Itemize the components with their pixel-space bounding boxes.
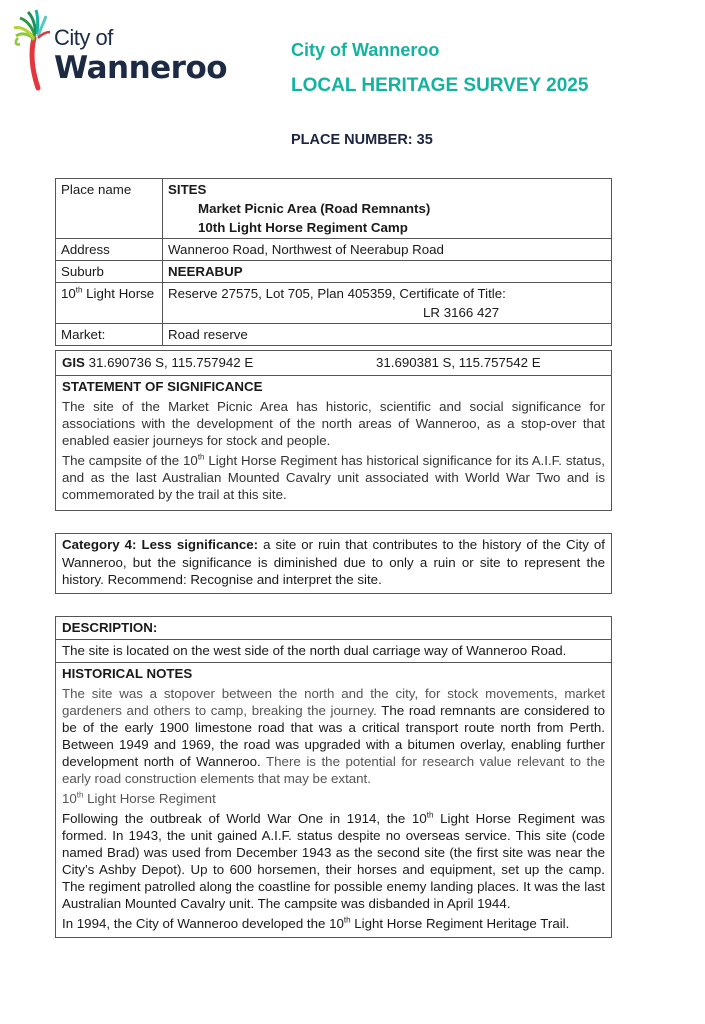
historical-para-2-b: Light Horse Regiment was formed. In 1943, the unit gained A.I.F. status despite no overseas service. This site (code named Brad) was used from December 1943 as the second site (the first site was near the City’s Ashby Depot). Up to 600 horsemen, their horses and equipment, set up the camp. The regiment patrolled along the coastline for possible enemy landing places. It was the last Australian Mounted Cavalry unit. The campsite was disbanded in April 1944. (62, 810, 606, 911)
logo-text-wanneroo: Wanneroo (54, 50, 228, 86)
light-horse-value (163, 283, 612, 324)
market-label: Market: (56, 324, 163, 346)
light-horse-value-line-1: Reserve 27575, Lot 705, Plan 405359, Certificate of Title: (168, 286, 506, 301)
category-label: Category 4: Less significance: (62, 537, 259, 552)
place-name-label: Place name (56, 179, 163, 239)
historical-para-3 (62, 915, 605, 932)
header-titles (291, 38, 588, 98)
historical-para-2-sup: th (426, 810, 434, 820)
historical-para-1-b: The road remnants are considered to be of the early 1900 limestone road that was a critical transport route north from Perth. Between 1949 and 1969, the road was upgraded with a bitumen overlay, enabling further development north of Wanneroo. (62, 702, 605, 769)
address-label: Address (56, 239, 163, 261)
gis-coord-1: 31.690736 S, 115.757942 E (88, 355, 254, 370)
address-value: Wanneroo Road, Northwest of Neerabup Road (163, 239, 612, 261)
light-horse-label-sup: th (75, 285, 83, 295)
kangaroo-paw-icon (8, 8, 58, 92)
category-box (55, 533, 612, 594)
gis-label: GIS (62, 355, 85, 370)
light-horse-label (56, 283, 163, 324)
header-subtitle: LOCAL HERITAGE SURVEY 2025 (291, 75, 589, 96)
historical-sub-b: Light Horse Regiment (83, 790, 216, 806)
city-of-wanneroo-logo (8, 8, 248, 92)
description-heading: DESCRIPTION: (62, 619, 158, 635)
historical-notes-section (56, 663, 611, 937)
row-place-name (56, 179, 612, 239)
page-header (0, 0, 705, 170)
significance-para-2-b: Light Horse Regiment has historical significance for its A.I.F. status, and as the last Australian Mounted Cavalry unit associated with World War Two and is commemorated by the trail at this site. (62, 453, 605, 502)
historical-para-2 (62, 810, 605, 912)
place-info-table (55, 178, 612, 346)
light-horse-value-line-2: LR 3166 427 (423, 305, 500, 320)
description-text: The site is located on the west side of the north dual carriage way of Wanneroo Road. (62, 642, 567, 658)
light-horse-label-num: 10 (61, 286, 76, 301)
historical-subheading (62, 790, 605, 807)
significance-para-2-a: The campsite of the 10 (62, 453, 198, 468)
place-name-value (163, 179, 612, 239)
historical-para-2-a: Following the outbreak of World War One in 1914, the 10 (62, 810, 427, 826)
row-address (56, 239, 612, 261)
survey-content (55, 178, 612, 938)
place-name-site-1: Market Picnic Area (Road Remnants) (198, 201, 431, 216)
statement-of-significance (55, 375, 612, 511)
historical-para-3-b: Light Horse Regiment Heritage Trail. (350, 915, 570, 931)
historical-para-1 (62, 685, 605, 787)
header-title: City of Wanneroo (291, 40, 440, 60)
gis-row (55, 350, 612, 375)
description-heading-row (56, 617, 611, 640)
category-text: a site or ruin that contributes to the history of the City of Wanneroo, but the significance is diminished due to only a ruin or site to represent the history. Recommend: Recognise and interpret the site. (62, 537, 605, 587)
suburb-value: NEERABUP (163, 261, 612, 283)
significance-para-2 (62, 452, 605, 503)
gis-first (62, 354, 376, 372)
historical-para-3-sup: th (343, 915, 351, 925)
historical-sub-sup: th (76, 790, 84, 800)
significance-para-1: The site of the Market Picnic Area has historic, scientific and social significance for associations with the development of the north areas of Wanneroo, as a stop-over that enabled easier journeys for stock and people. (62, 399, 605, 448)
historical-para-3-a: In 1994, the City of Wanneroo developed the 10 (62, 915, 344, 931)
light-horse-label-rest: Light Horse (82, 286, 155, 301)
market-value: Road reserve (163, 324, 612, 346)
place-name-heading: SITES (168, 182, 207, 197)
place-number: PLACE NUMBER: 35 (291, 132, 433, 148)
significance-heading: STATEMENT OF SIGNIFICANCE (62, 379, 263, 394)
description-history-box (55, 616, 612, 938)
logo-text-city-of: City of (54, 25, 113, 50)
historical-para-1-c: There is the potential for research value relevant to the early road construction elements that may be extant. (62, 753, 605, 786)
suburb-label: Suburb (56, 261, 163, 283)
historical-sub-a: 10 (62, 790, 77, 806)
place-name-site-2: 10th Light Horse Regiment Camp (198, 220, 408, 235)
significance-para-2-sup: th (197, 452, 205, 462)
row-market (56, 324, 612, 346)
description-text-row (56, 640, 611, 663)
row-light-horse (56, 283, 612, 324)
historical-heading: HISTORICAL NOTES (62, 665, 193, 681)
gis-coord-2: 31.690381 S, 115.757542 E (376, 355, 541, 370)
historical-para-1-a: The site was a stopover between the north and the city, for stock movements, market gardeners and others to camp, breaking the journey. (62, 685, 605, 718)
logo-wordmark (54, 26, 227, 86)
row-suburb (56, 261, 612, 283)
